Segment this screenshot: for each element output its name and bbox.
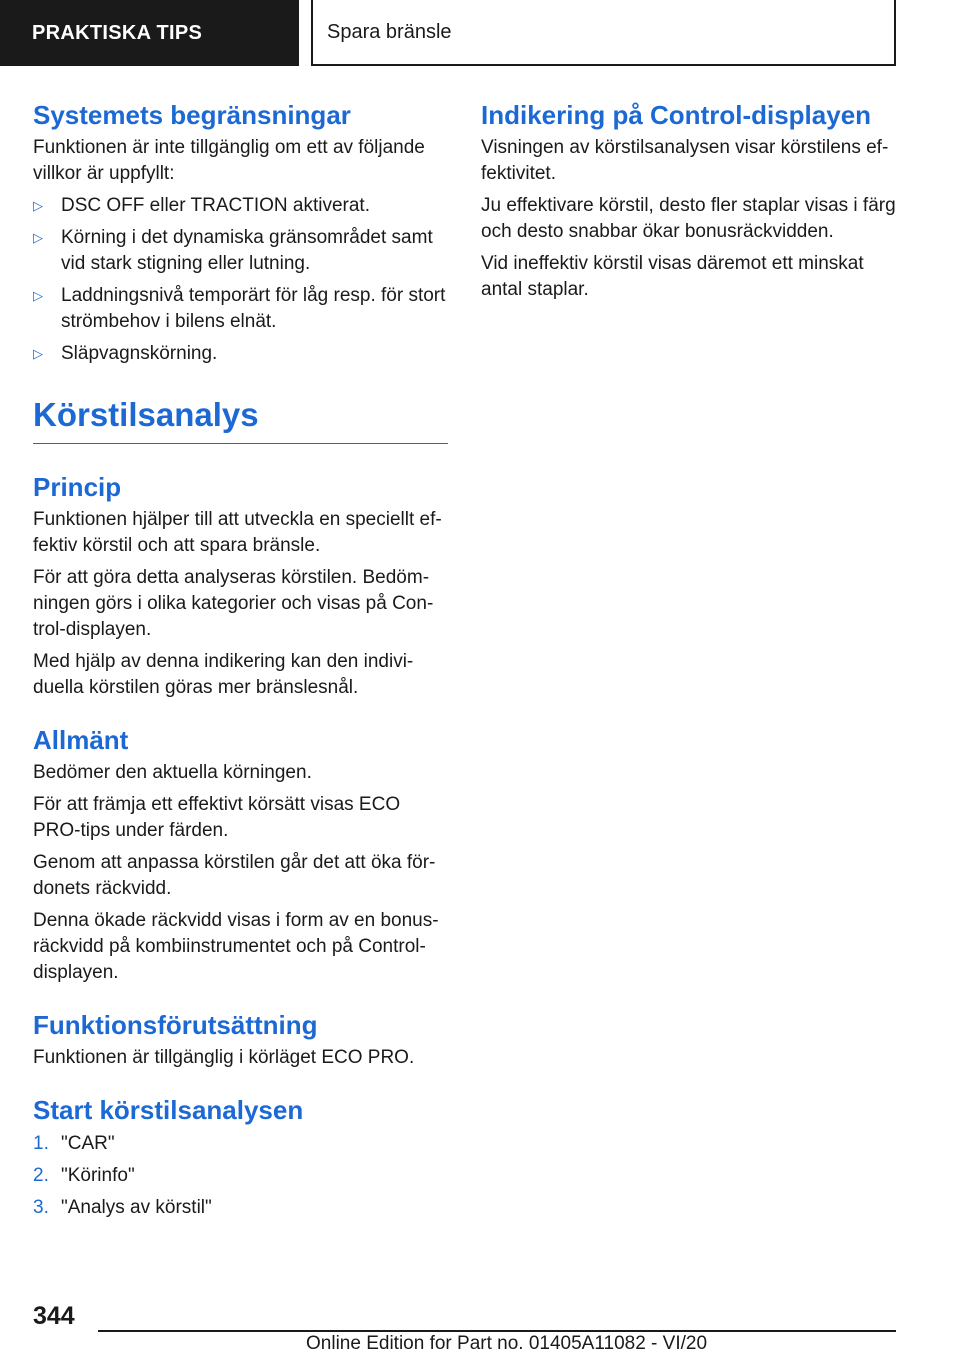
section-title: PRAKTISKA TIPS — [32, 21, 203, 44]
triangle-bullet-icon: ▷ — [33, 198, 43, 214]
requirement-text: Funktionen är tillgänglig i körläget ECO PRO. — [33, 1047, 415, 1069]
main-section-heading: Körstilsanalys — [33, 395, 448, 444]
start-steps — [33, 1131, 448, 1221]
topic-title: Spara bränsle — [327, 20, 452, 43]
footer-divider — [98, 1330, 896, 1332]
display-heading: Indikering på Control-displayen — [481, 100, 872, 130]
limits-list — [33, 193, 448, 367]
principle-paragraph: Funktionen hjälper till att utveckla en speciellt ef- fektiv körstil och att spara bränsle. — [33, 508, 442, 556]
limits-intro: Funktionen är inte tillgänglig om ett av följande villkor är uppfyllt: — [33, 137, 425, 185]
general-paragraph: Genom att anpassa körstilen går det att öka för- donets räckvidd. — [33, 852, 436, 900]
edition-text: Online Edition for Part no. 01405A11082 - VI/20 — [306, 1333, 708, 1354]
section-tab — [0, 0, 299, 66]
principle-heading: Princip — [33, 471, 122, 502]
principle-paragraph: För att göra detta analyseras körstilen. Bedöm- ningen görs i olika kategorier och visas på Con- trol-displayen. — [33, 566, 434, 640]
list-item: 2. "Körinfo" — [33, 1164, 135, 1186]
display-paragraph: Vid ineffektiv körstil visas däremot ett minskat antal staplar. — [481, 253, 864, 301]
triangle-bullet-icon: ▷ — [33, 230, 43, 246]
display-paragraph: Visningen av körstilsanalysen visar körstilens ef- fektivitet. — [481, 137, 889, 185]
list-item: ▷ Laddningsnivå temporärt för låg resp. för stort strömbehov i bilens elnät. — [33, 285, 446, 333]
principle-paragraph: Med hjälp av denna indikering kan den indivi- duella körstilen göras mer bränslesnål. — [33, 650, 414, 698]
general-heading: Allmänt — [33, 724, 129, 755]
triangle-bullet-icon: ▷ — [33, 346, 43, 362]
topic-tab — [311, 0, 896, 66]
display-paragraph: Ju effektivare körstil, desto fler staplar visas i färg och desto snabbar ökar bonusräckvidden. — [481, 195, 896, 243]
general-paragraph: Bedömer den aktuella körningen. — [33, 762, 312, 784]
requirement-heading: Funktionsförutsättning — [33, 1010, 318, 1041]
page-number: 344 — [33, 1302, 75, 1330]
list-item: 1. "CAR" — [33, 1132, 115, 1154]
general-paragraph: Denna ökade räckvidd visas i form av en bonus- räckvidd på kombiinstrumentet och på Control- displayen. — [33, 910, 439, 984]
triangle-bullet-icon: ▷ — [33, 288, 43, 304]
list-item: ▷ Körning i det dynamiska gränsområdet samt vid stark stigning eller lutning. — [33, 227, 433, 275]
list-item: 3. "Analys av körstil" — [33, 1196, 212, 1218]
list-item: ▷ Släpvagnskörning. — [33, 341, 448, 367]
limits-heading: Systemets begränsningar — [33, 100, 351, 130]
left-column — [33, 100, 448, 1227]
general-paragraph: För att främja ett effektivt körsätt visas ECO PRO-tips under färden. — [33, 794, 401, 842]
start-heading: Start körstilsanalysen — [33, 1095, 304, 1126]
right-column — [481, 100, 896, 309]
list-item: ▷ DSC OFF eller TRACTION aktiverat. — [33, 193, 448, 219]
